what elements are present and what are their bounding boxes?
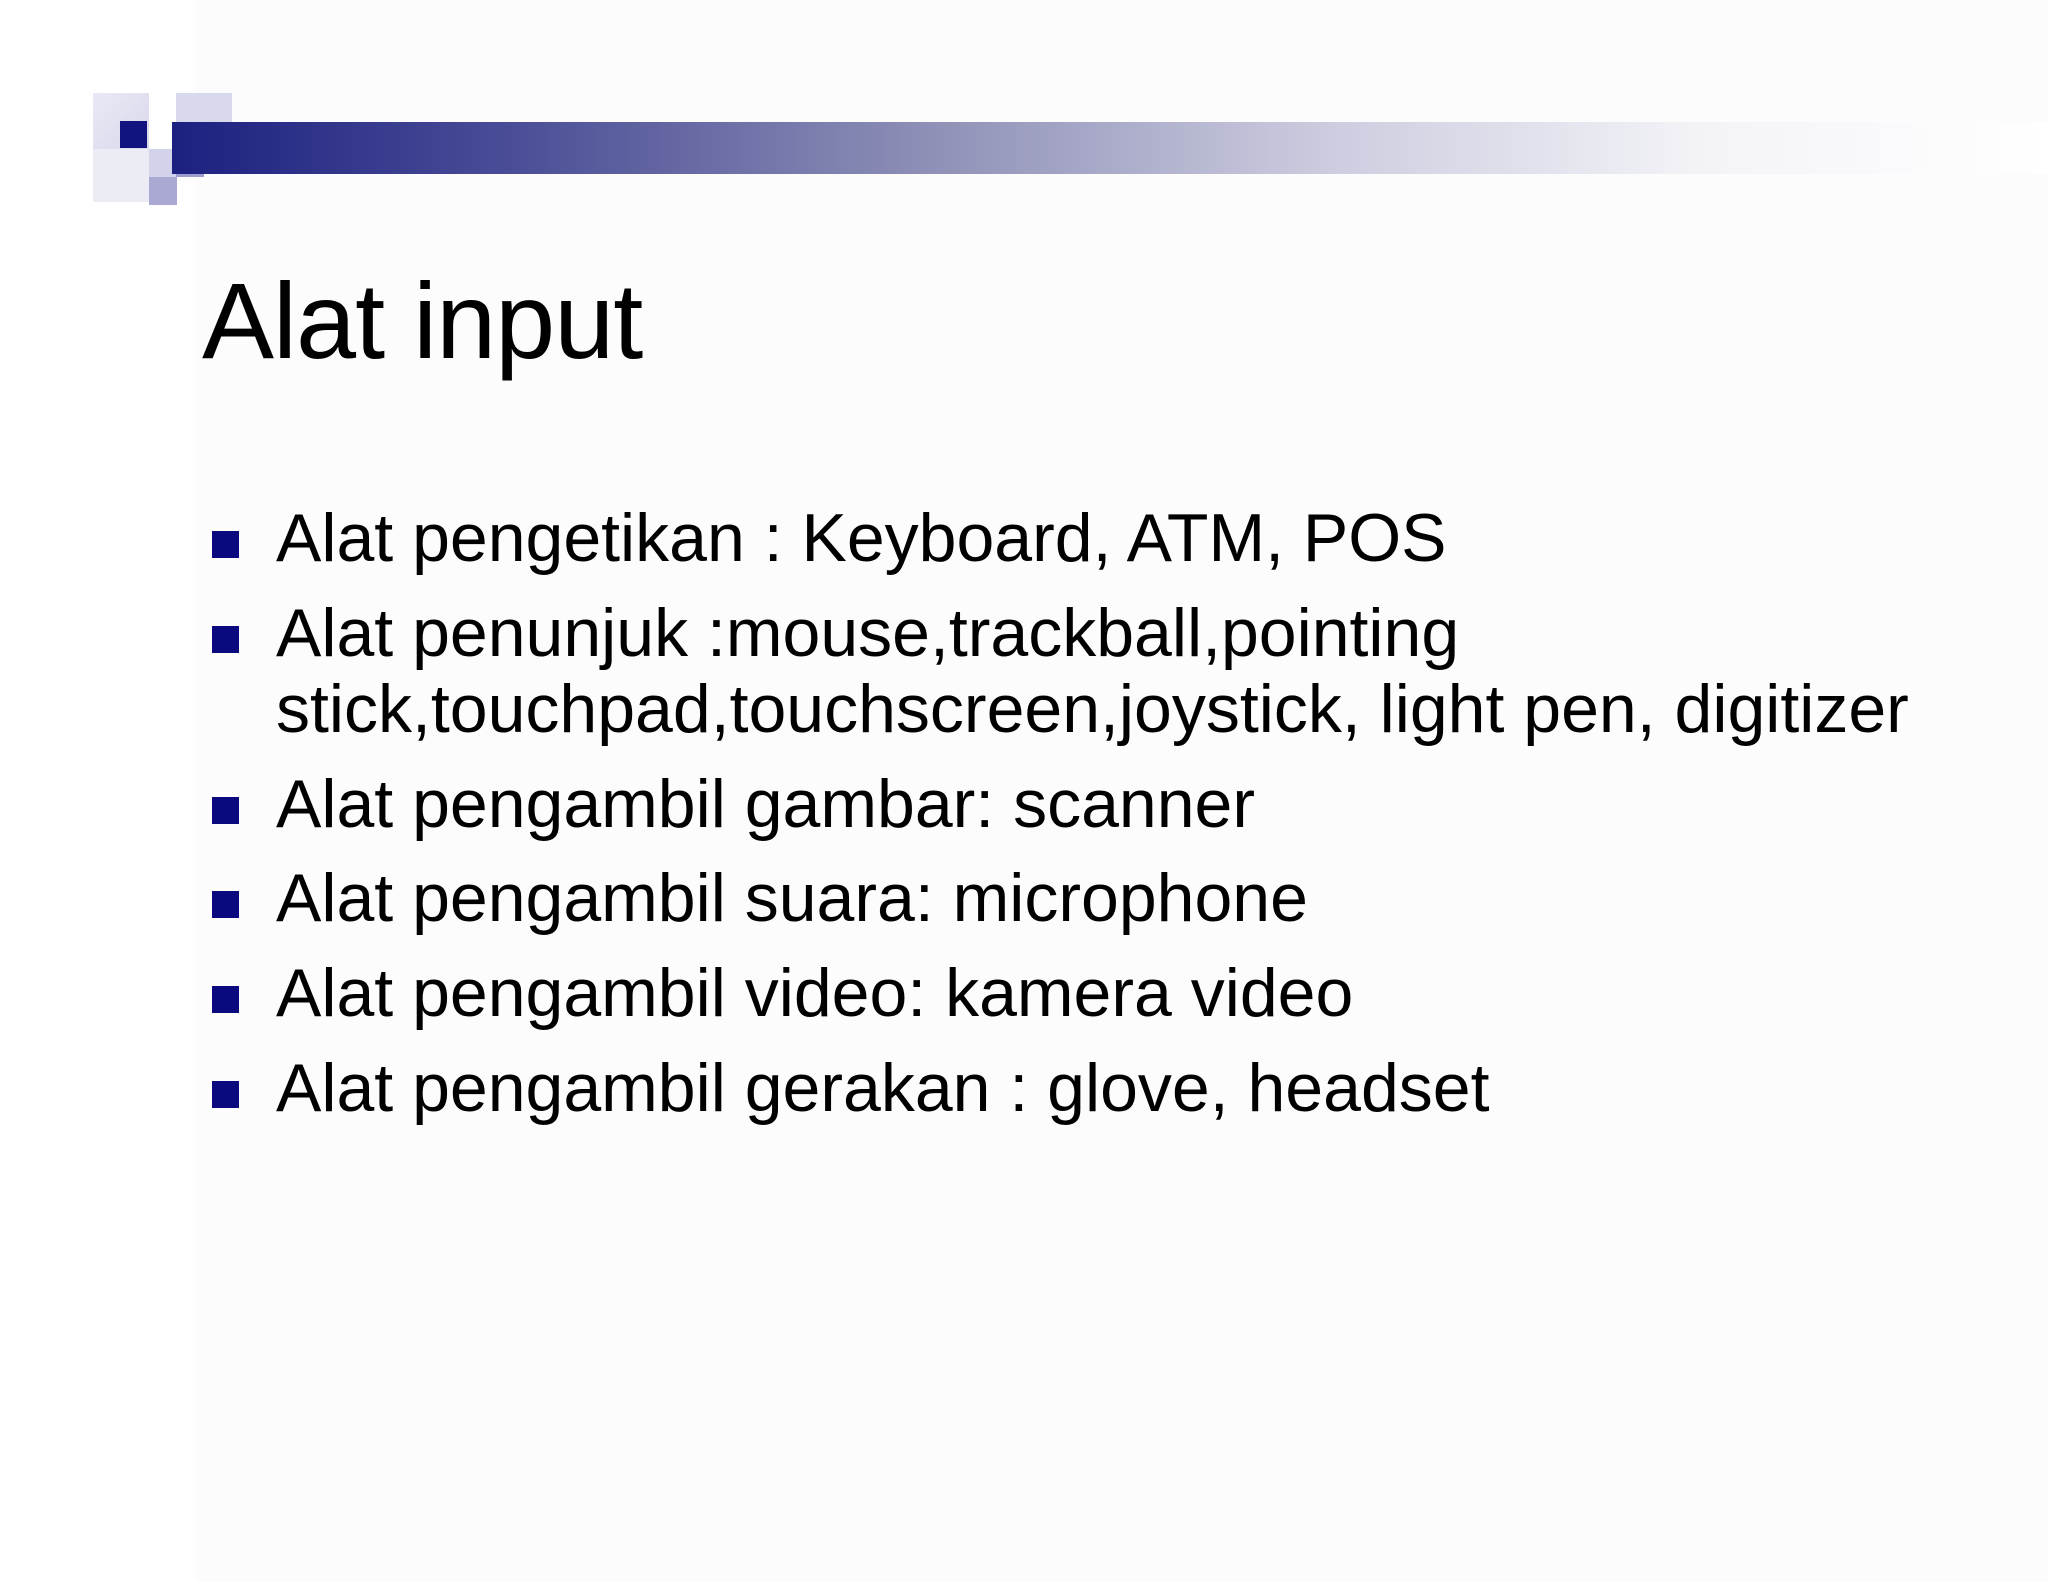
slide-title: Alat input	[202, 260, 643, 381]
header-gradient-bar	[172, 122, 2048, 174]
bullet-text: Alat pengambil gambar: scanner	[276, 766, 1255, 842]
bullet-item	[208, 766, 1968, 842]
bullet-text: Alat pengetikan : Keyboard, ATM, POS	[276, 500, 1447, 576]
bullet-text: Alat pengambil video: kamera video	[276, 955, 1354, 1031]
bullet-text: Alat pengambil gerakan : glove, headset	[276, 1050, 1490, 1126]
square-bullet-icon	[212, 531, 239, 558]
square-bullet-icon	[212, 1081, 239, 1108]
square-bullet-icon	[212, 797, 239, 824]
square-bullet-icon	[212, 986, 239, 1013]
decoration-square-dark	[120, 121, 147, 148]
bullet-item	[208, 1050, 1968, 1126]
bullet-item	[208, 860, 1968, 936]
square-bullet-icon	[212, 891, 239, 918]
bullet-list	[208, 500, 1968, 1145]
bullet-text: Alat penunjuk :mouse,trackball,pointing stick,touchpad,touchscreen,joystick, light pen, digitizer	[276, 595, 1909, 747]
decoration-square	[93, 149, 149, 202]
bullet-item	[208, 955, 1968, 1031]
bullet-item	[208, 595, 1968, 747]
bullet-text: Alat pengambil suara: microphone	[276, 860, 1308, 936]
square-bullet-icon	[212, 626, 239, 653]
decoration-square	[149, 177, 177, 205]
bullet-item	[208, 500, 1968, 576]
